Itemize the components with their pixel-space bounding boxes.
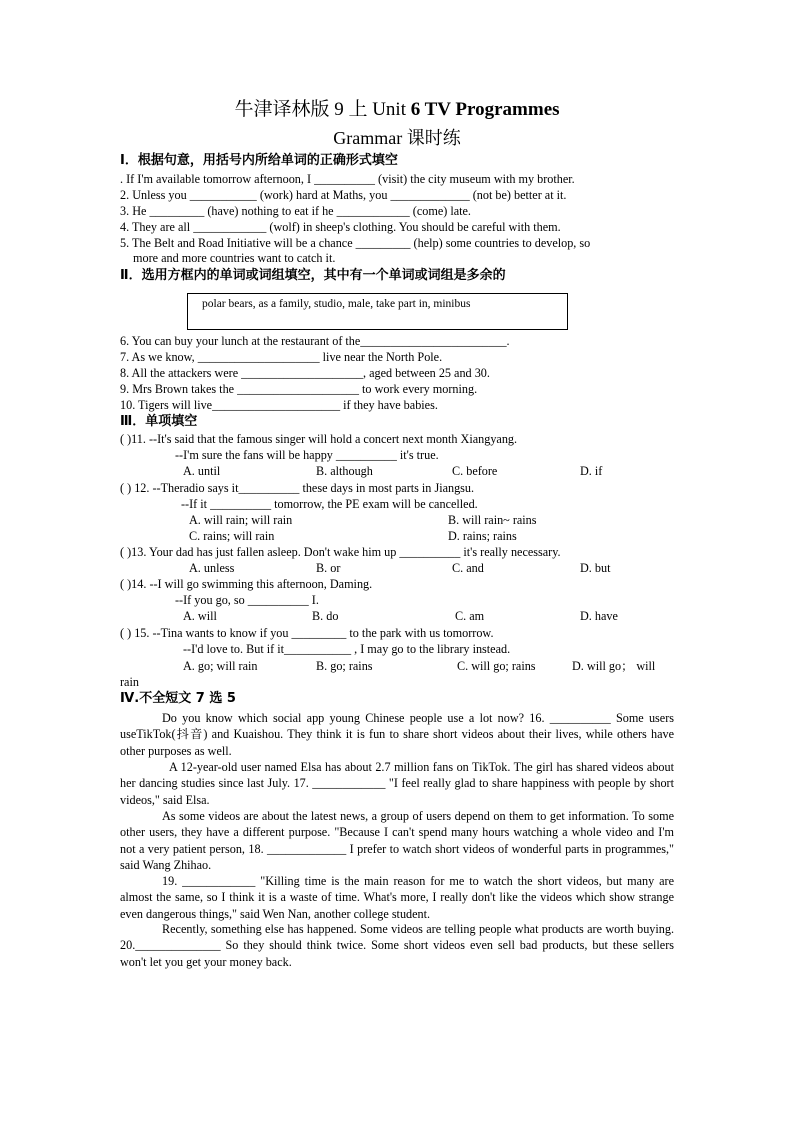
section1-item-3: 3. He _________ (have) nothing to eat if he ____________ (come) late. [120, 204, 471, 218]
q14-line2: --If you go, so __________ I. [175, 593, 319, 607]
section2-item-8: 8. All the attackers were ____________________, aged between 25 and 30. [120, 366, 490, 380]
section2-item-6: 6. You can buy your lunch at the restaurant of the________________________. [120, 334, 510, 348]
section1-item-2: 2. Unless you ___________ (work) hard at Maths, you _____________ (not be) better at it. [120, 188, 567, 202]
q12-stem: ( ) 12. --Theradio says it__________ these days in most parts in Jiangsu. [120, 481, 475, 495]
q14-option-a: A. will [183, 609, 217, 623]
q13-option-b: B. or [316, 561, 341, 575]
q15-line2: --I'd love to. But if it___________ , I may go to the library instead. [183, 642, 511, 656]
q12-option-c: C. rains; will rain [189, 529, 275, 543]
passage-paragraph-2: A 12-year-old user named Elsa has about 2.7 million fans on TikTok. The girl has shared videos about her dancing studies since last July. 17. ____________ "I feel really glad to share happiness with people by short videos," said Elsa. [120, 760, 674, 807]
page-title [0, 98, 794, 122]
word-box-text: polar bears, as a family, studio, male, take part in, minibus [202, 298, 471, 310]
q13-stem: ( )13. Your dad has just fallen asleep. Don't wake him up __________ it's really necessary. [120, 545, 561, 559]
section2-heading: Ⅱ．选用方框内的单词或词组填空，其中有一个单词或词组是多余的 [120, 268, 506, 283]
q15-option-c: C. will go; rains [457, 659, 536, 673]
q12-option-b: B. will rain~ rains [448, 513, 537, 527]
section1-item-4: 4. They are all ____________ (wolf) in sheep's clothing. You should be careful with them. [120, 220, 561, 234]
q15-stem: ( ) 15. --Tina wants to know if you _________ to the park with us tomorrow. [120, 626, 494, 640]
page-subtitle: Grammar 课时练 [333, 128, 461, 148]
q12-option-a: A. will rain; will rain [189, 513, 293, 527]
q13-option-c: C. and [452, 561, 484, 575]
q13-option-a: A. unless [189, 561, 235, 575]
q12-line2: --If it __________ tomorrow, the PE exam will be cancelled. [181, 497, 478, 511]
q15-option-a: A. go; will rain [183, 659, 258, 673]
q11-option-c: C. before [452, 464, 498, 478]
q12-option-d: D. rains; rains [448, 529, 517, 543]
q11-line2: --I'm sure the fans will be happy __________ it's true. [175, 448, 439, 462]
passage-paragraph-4: 19. ____________ "Killing time is the main reason for me to watch the short videos, but many are almost the same, so I think it is a waste of time. What's more, I really don't like the videos which show strange even dangerous things," said Wen Nan, another college student. [120, 874, 674, 921]
title-prefix: 牛津译林版 9 上 Unit [234, 99, 411, 120]
section1-heading: I．根据句意，用括号内所给单词的正确形式填空 [120, 153, 398, 168]
q11-option-d: D. if [580, 464, 603, 478]
title-unit: 6 TV Programmes [410, 99, 560, 120]
word-box [187, 293, 568, 330]
section1-item-1: . If I'm available tomorrow afternoon, I __________ (visit) the city museum with my brother. [120, 172, 575, 186]
passage-paragraph-1: Do you know which social app young Chinese people use a lot now? 16. __________ Some users useTikTok(抖音) and Kuaishou. They think it is fun to share short videos about their lives, while others have other purposes as well. [120, 711, 674, 758]
section3-heading: Ⅲ．单项填空 [120, 414, 198, 429]
q14-stem: ( )14. --I will go swimming this afternoon, Daming. [120, 577, 373, 591]
passage-paragraph-3: As some videos are about the latest news, a group of users depend on them to get information. To some other users, they have a different purpose. "Because I can't spend many hours watching a whole video and I'm not a very patient person, 18. _____________ I prefer to watch short videos of wonderful parts in programmes," said Wang Zhihao. [120, 809, 674, 872]
q11-option-a: A. until [183, 464, 221, 478]
section1-item-5: 5. The Belt and Road Initiative will be a chance _________ (help) some countries to develop, so [120, 236, 591, 250]
q14-option-b: B. do [312, 609, 339, 623]
q15-option-b: B. go; rains [316, 659, 373, 673]
section2-item-10: 10. Tigers will live_____________________ if they have babies. [120, 398, 438, 412]
section1-item-5-cont: more and more countries want to catch it. [133, 251, 336, 265]
section2-item-9: 9. Mrs Brown takes the ____________________ to work every morning. [120, 382, 478, 396]
q14-option-c: C. am [455, 609, 485, 623]
q11-option-b: B. although [316, 464, 373, 478]
q13-option-d: D. but [580, 561, 611, 575]
passage-paragraph-5: Recently, something else has happened. Some videos are telling people what products are worth buying. 20.______________ So they should think twice. Some short videos even sell bad products, but these sellers won't let you get your money back. [120, 922, 674, 969]
q11-stem: ( )11. --It's said that the famous singer will hold a concert next month Xiangyang. [120, 432, 518, 446]
q14-option-d: D. have [580, 609, 618, 623]
q15-option-d-overflow: rain [120, 675, 139, 689]
q15-option-d: D. will go； will [572, 659, 656, 673]
section4-heading: Ⅳ.不全短文 7 选 5 [120, 691, 236, 706]
section2-item-7: 7. As we know, ____________________ live near the North Pole. [120, 350, 443, 364]
